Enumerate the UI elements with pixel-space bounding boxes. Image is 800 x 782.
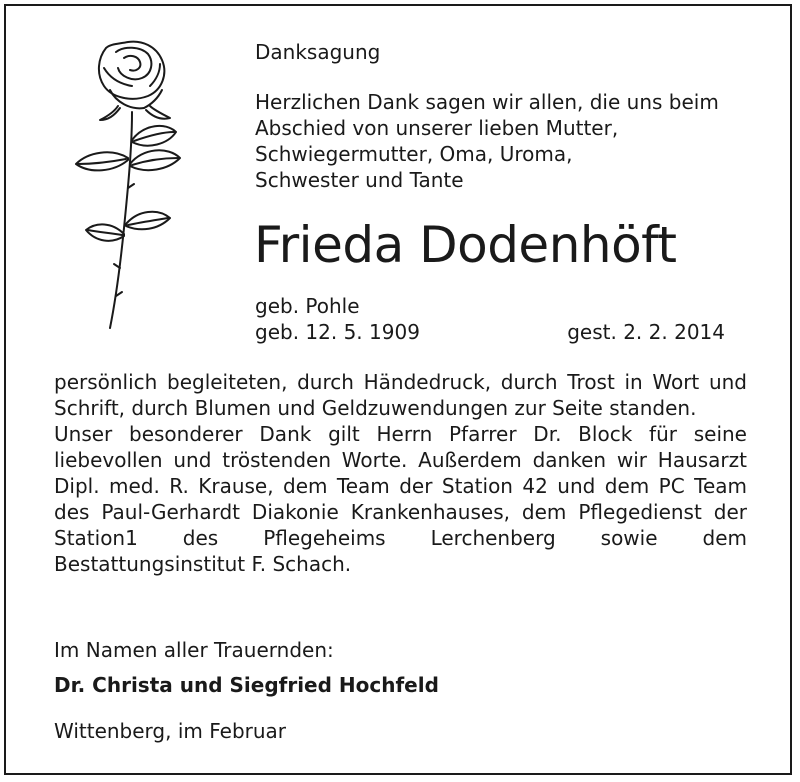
rose-icon (58, 28, 208, 348)
deceased-name: Frieda Dodenhöft (254, 216, 677, 274)
intro-text (255, 89, 719, 193)
maiden-name: geb. Pohle (255, 294, 360, 318)
life-dates (255, 293, 725, 345)
signature-label: Im Namen aller Trauernden: (54, 638, 334, 662)
birth-date: geb. 12. 5. 1909 (255, 320, 420, 344)
place-date: Wittenberg, im Februar (54, 719, 287, 743)
dates-row (255, 319, 725, 345)
death-date: gest. 2. 2. 2014 (567, 320, 725, 344)
intro-line: Schwester und Tante (255, 168, 464, 192)
signers: Dr. Christa und Siegfried Hochfeld (54, 673, 439, 697)
heading-danksagung: Danksagung (255, 40, 381, 64)
intro-line: Schwiegermutter, Oma, Uroma, (255, 142, 573, 166)
thanks-paragraph: Unser besonderer Dank gilt Herrn Pfarrer Dr. Block für seine liebevollen und tröstenden Worte. Außerdem danken wir Hausarzt Dipl. med. R. Krause, dem Team der Station 42 und dem PC Team des Paul-Gerhardt Diakonie Krankenhauses, dem Pflegedienst der Station1 des Pflegeheims Lerchenberg sowie dem Bestattungsinstitut F. Schach. (54, 422, 747, 576)
intro-line: Herzlichen Dank sagen wir allen, die uns beim (255, 90, 719, 114)
thanks-paragraph: persönlich begleiteten, durch Händedruck, durch Trost in Wort und Schrift, durch Blumen und Geldzuwendungen zur Seite standen. (54, 370, 747, 420)
intro-line: Abschied von unserer lieben Mutter, (255, 116, 619, 140)
thanks-body (54, 369, 747, 577)
